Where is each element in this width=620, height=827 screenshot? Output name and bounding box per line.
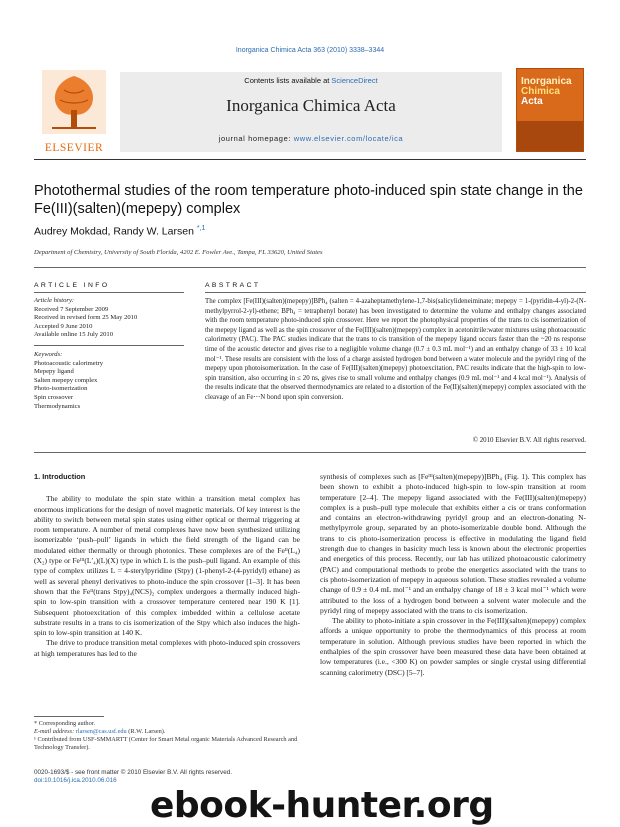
copyright-notice: © 2010 Elsevier B.V. All rights reserved. [472, 437, 586, 444]
issn-line: 0020-1693/$ - see front matter © 2010 Elsevier B.V. All rights reserved. [34, 769, 232, 776]
keyword-item: Photo-isomerization [34, 385, 88, 393]
sciencedirect-link[interactable]: ScienceDirect [331, 76, 378, 85]
masthead-rule [34, 159, 586, 160]
author-footnote-marks[interactable]: *,1 [196, 225, 206, 232]
keyword-item: Photoacoustic calorimetry [34, 359, 104, 367]
masthead-box [120, 72, 502, 152]
tree-icon [42, 70, 106, 134]
footnotes [34, 720, 300, 752]
homepage-line [120, 134, 502, 143]
cover-band [517, 121, 584, 151]
email-label: E-mail address: [34, 728, 76, 735]
body-column-right [320, 472, 586, 678]
cover-line-3: Acta [521, 96, 543, 107]
homepage-prefix: journal homepage: [218, 134, 294, 143]
paragraph: The ability to modulate the spin state within a transition metal complex has enormous implications for the design of novel magnetic materials. Of key interest is the ability to switch between metal spin states using either optical or thermal triggering at room temperature. A number of metal complexes have now been synthesized utilizing isomerizable ‘push–pull’ ligands in which the field strength of the ligand can be modulated either thermally or through photonics. These complexes are of the Feᴵᴵ(L₄)(X₂) type or Feᴵᴵᴵ(L′₄)(L)(X) type in which L is the push–pull ligand. An example of this type of complex utilizes L = 4-sterylpyridine (Stpy) (1-phenyl-2-(4-pyridyl) ethane) as well as several phenyl derivatives to photo-induce the spin crossover [1–3]. It has been shown that the Feᴵᴵ(trans Stpy)₄(NCS)₂ complex undergoes a thermally induced high-spin to low-spin transition with a crossover temperature centered near 190 K [1]. Subsequent photoexcitation of this complex imbedded within a cellulose acetate substrate results in a trans to cis isomerization of the Stpy which also induces the high-spin to low-spin transition at 140 K. [34, 494, 300, 638]
body-column-left [34, 472, 300, 659]
corresponding-author-note: * Corresponding author. [34, 720, 96, 727]
paragraph: The drive to produce transition metal complexes with photo-induced spin crossovers at high temperatures has led to the [34, 638, 300, 658]
watermark: ebook-hunter.org [150, 786, 494, 826]
author-line [34, 225, 586, 238]
email-note [34, 728, 300, 736]
keyword-item: Salten mepepy complex [34, 376, 98, 384]
paragraph: synthesis of complexes such as [Feᴵᴵᴵ(salten)(mepepy)]BPh₄ (Fig. 1). This complex has been shown to exhibit a photo-induced high-spin to low-spin transition at room temperature [2–4]. The mepepy ligand associated with the Fe(III)(salten)(mepepy) complex is a push–pull type molecule that exhibits either a cis or trans conformation and contains an electron-withdrawing pyridyl group and an electron-donating N-methylpyrrole group, separated by an photo-isomerizable double bond. Although the trans to cis photo-isomerization process is effective in modulating the ligand field strength due to changes in basicity much less is known about the electronic properties and energetics of this process. Recently, our lab has utilized photoacoustic calorimetry (PAC) and computational methods to probe the energetics associated with the trans to cis photo-isomerization of mepepy in aqueous solution. These studies revealed a volume change of 0.9 ± 0.4 mL mol⁻¹ and an enthalpy change of 18 ± 3 kcal mol⁻¹ which were attributed to the loss of a hydrogen bond between a solvent water molecule and the pyridyl ring of mepepy associated with the trans to cis isomerization. [320, 472, 586, 615]
abstract-bottom-rule [34, 452, 586, 453]
email-link[interactable]: rlarsen@cas.usf.edu [75, 728, 127, 735]
journal-reference[interactable]: Inorganica Chimica Acta 363 (2010) 3338–3344 [235, 47, 385, 54]
article-title: Photothermal studies of the room temperature photo-induced spin state change in the Fe(III)(salten)(mepepy) complex [34, 183, 583, 217]
cover-title [521, 77, 581, 107]
header-divider [34, 267, 586, 268]
cover-line-2: Chimica [521, 86, 560, 97]
history-item: Received in revised form 25 May 2010 [34, 314, 138, 322]
journal-title: Inorganica Chimica Acta [226, 96, 396, 115]
footnote-rule [34, 716, 104, 717]
history-label: Article history: [34, 297, 75, 304]
contents-prefix: Contents lists available at [244, 76, 332, 85]
doi-link[interactable]: doi:10.1016/j.ica.2010.06.016 [34, 777, 117, 785]
issn-block [34, 769, 300, 785]
abstract-heading: ABSTRACT [205, 282, 261, 289]
paragraph: The ability to photo-initiate a spin crossover in the Fe(III)(salten)(mepepy) complex affords a unique opportunity to probe the thermodynamics of this process at room temperature in solution. Although previous studies have been reported in which the enthalpies of the spin crossover have been measured these data have been obtained at low temperatures (i.e., <300 K) on powder samples or single crystal using differential scanning calorimetry (DSC) [5–7]. [320, 616, 586, 677]
journal-cover [516, 68, 584, 152]
homepage-link[interactable]: www.elsevier.com/locate/ica [293, 134, 404, 143]
keywords-label: Keywords: [34, 351, 63, 358]
keyword-item: Thermodynamics [34, 402, 81, 410]
history-item: Accepted 9 June 2010 [34, 322, 93, 330]
section-heading-introduction: 1. Introduction [34, 472, 86, 481]
keywords-block [34, 351, 184, 411]
elsevier-logo [34, 70, 114, 154]
keywords-rule [34, 345, 184, 346]
publisher-name: ELSEVIER [44, 142, 104, 154]
abstract-text: The complex [Fe(III)(salten)(mepepy)]BPh₄ (salten = 4-azaheptamethylene-1,7-bis(salicylideneiminate; mepepy = 1-(pyridin-4-yl)-2-(N-methylpyrrol-2-yl)-ethene; BPh₄ = tetraphenyl borate) has been investigated to determine the volume and enthalpy changes associated with the room temperature photo-induced spin crossover. Here we report the photophysical properties of the trans to cis isomerization of the mepepy ligand as well as the spin crossover of the Fe(III)(salten)(mepepy) complex in acetonitrile:water mixtures using photoacoustic calorimetry (PAC). The PAC studies indicate that the trans to cis transition of the mepepy ligand occurs faster than the ~20 ns response time of the acoustic detector and gives rise to a negligible volume change (0.7 ± 0.3 mL mol⁻¹) and an enthalpy change of 33 ± 10 kcal mol⁻¹. These results are consistent with the loss of a charge assisted hydrogen bond between a water molecule and the pyridyl ring of the mepepy upon photoisomerization. In the case of Fe(III)(salten)(mepepy) photoexcitation, PAC results indicate that the high-spin to low-spin transition, also occurring in ≤ 20 ns, gives rise to small volume and enthalpy changes (0.9 mL mol⁻¹ and 4 kcal mol⁻¹). Analysis of the results indicate that the observed thermodynamics are related to a distortion of the Fe(II)(salten)(mepepy) complex associated with the cleavage of an Fe⋯N bond upon spin conversion. [205, 298, 586, 401]
article-info-rule [34, 292, 184, 293]
keyword-item: Spin crossover [34, 393, 74, 401]
journal-masthead [34, 58, 586, 156]
affiliation: Department of Chemistry, University of South Florida, 4202 E. Fowler Ave., Tampa, FL 33620, United States [34, 249, 323, 256]
history-item: Available online 15 July 2010 [34, 331, 113, 339]
history-item: Received 7 September 2009 [34, 305, 109, 313]
article-info-heading: ARTICLE INFO [34, 282, 110, 289]
email-suffix: (R.W. Larsen). [126, 728, 166, 735]
article-history [34, 297, 184, 340]
cover-line-1: Inorganica [521, 76, 572, 87]
author-names: Audrey Mokdad, Randy W. Larsen [34, 225, 194, 238]
footnote-1: ¹ Contributed from USF-SMMARTT (Center for Smart Metal organic Materials Advanced Research and Technology Transfer). [34, 736, 298, 751]
abstract-rule [205, 292, 586, 293]
keyword-item: Mepepy ligand [34, 368, 74, 376]
contents-line [120, 76, 502, 85]
